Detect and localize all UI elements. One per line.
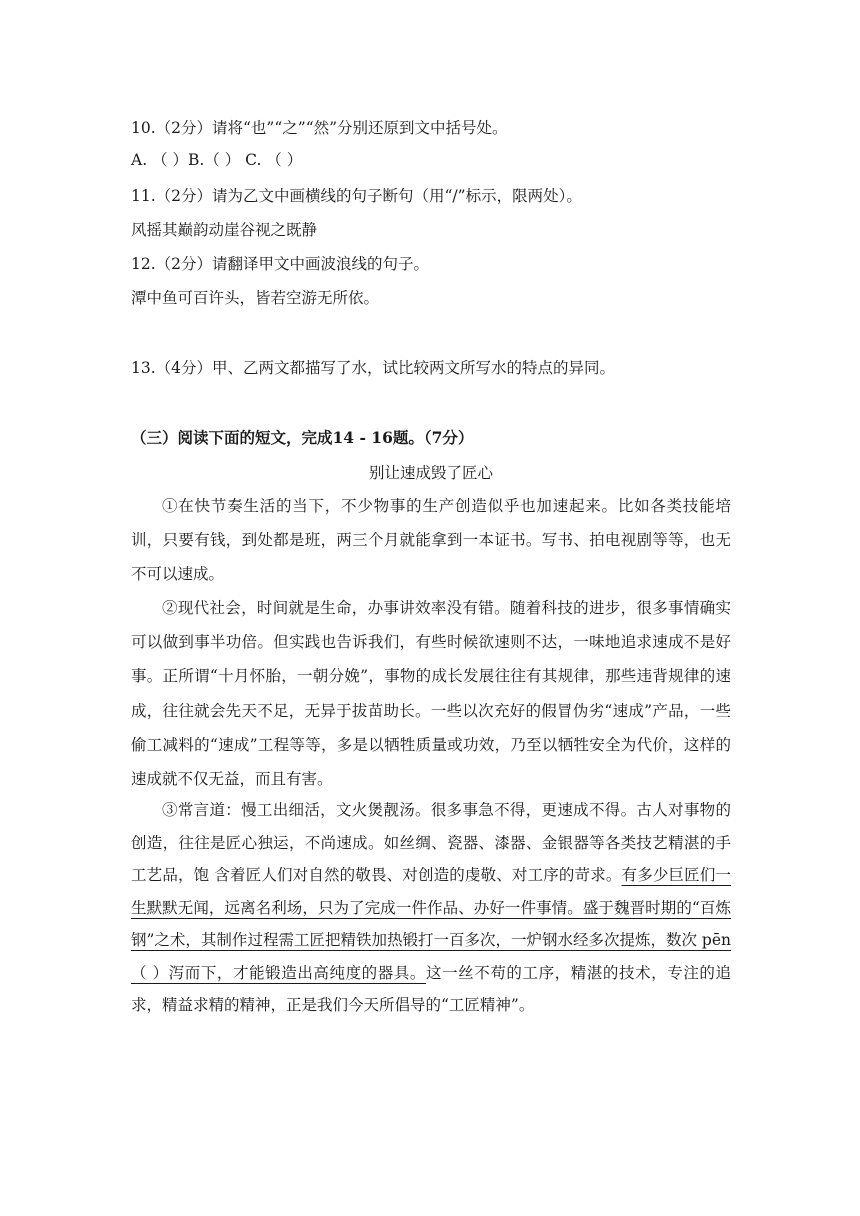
q13-stem: 13.（4分）甲、乙两文都描写了水，试比较两文所写水的特点的异同。 [131,359,616,377]
paragraph-2: ②现代社会，时间就是生命，办事讲效率没有错。随着科技的进步，很多事情确实可以做到事半功倍。但实践也告诉我们，有些时候欲速则不达，一味地追求速成不是好事。正所谓“十月怀胎，一朝分娩”，事物的成长发展往往有其规律，那些违背规律的速成，往往就会先天不足，无异于拔苗助长。一些以次充好的假冒伪劣“速成”产品，一些偷工减料的“速成”工程等等，多是以牺牲质量或功效，乃至以牺牲安全为代价，这样的速成就不仅无益，而且有害。 [131,599,731,789]
q10-stem: 10.（2分）请将“也”“之”“然”分别还原到文中括号处。 [131,119,508,137]
q12-stem: 12.（2分）请翻译甲文中画波浪线的句子。 [131,255,430,273]
paragraph-1: ①在快节奏生活的当下，不少物事的生产创造似乎也加速起来。比如各类技能培训，只要有钱，到处都是班，两三个月就能拿到一本证书。写书、拍电视剧等等，也无不可以速成。 [131,497,731,584]
q12-sentence: 潭中鱼可百许头，皆若空游无所依。 [131,289,380,307]
underlined-passage: 有多少巨匠们一生默默无闻，远离名利场，只为了完成一件作品、办好一件事情。盛于魏晋时期的“百炼钢”之术，其制作过程需工匠把精铁加热锻打一百多次，一炉钢水经多次提炼，数次 pēn（ ）泻而下，才能锻造出高纯度的器具。 [131,866,731,982]
paragraph-3-end: 这一丝不苟的工序，精湛的技术，专注的追求，精益求精的精神，正是我们今天所倡导的“工匠精神”。 [131,963,731,1014]
article-title: 别让速成毁了匠心 [368,464,493,482]
q11-stem: 11.（2分）请为乙文中画横线的句子断句（用“/”标示，限两处）。 [131,187,582,205]
q11-sentence: 风摇其巅韵动崖谷视之既静 [131,221,318,239]
paragraph-3-start: ③常言道：慢工出细活，文火煲靓汤。很多事急不得，更速成不得。古人对事物的创造，往往是匠心独运，不尚速成。如丝绸、瓷器、漆器、金银器等各类技艺精湛的手工艺品，饱 含着匠人们对自然的敬畏、对创造的虔敬、对工序的苛求。 [131,801,731,884]
section-heading: （三）阅读下面的短文，完成14 - 16题。（7分） [131,428,474,447]
q10-options: A. （ ）B.（ ） C. （ ） [131,151,303,169]
paragraph-3 [131,794,731,1022]
